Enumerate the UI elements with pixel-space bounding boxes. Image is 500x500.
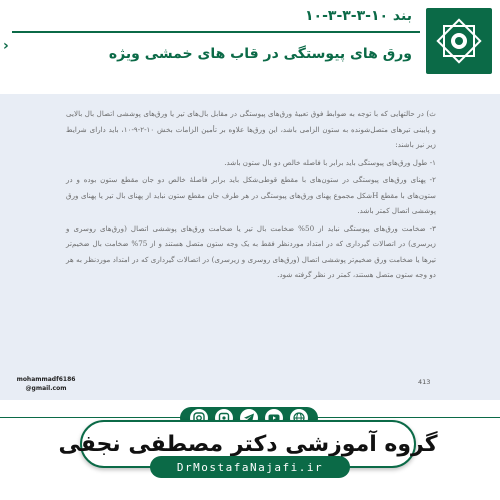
- page-number: 413: [418, 378, 431, 386]
- paragraph-item-3: ۳- ضخامت ورق‌های پیوستگی نباید از 50% ضخامت بال تیر یا ضخامت ورق‌های پوششی اتصال (ورق‌های روسری و زیرسری) در اتصالات گیرداری که در امتداد موردنظر فقط به یک وجه ستون متصل هستند و از 75% ضخامت بال ضخیم‌تر تیرها یا ضخامت ورق ضخیم‌تر پوششی اتصال (ورق‌های روسری و زیرسری) در اتصالات گیرداری که در امتداد موردنظر به هر دو وجه ستون متصل هستند، کمتر در نظر گرفته شود.: [66, 223, 436, 279]
- logo: [426, 8, 492, 74]
- paragraph-item-2: ۲- پهنای ورق‌های پیوستگی در ستون‌های با مقطع قوطی‌شکل باید برابر فاصلهٔ خالص دو جان مقطع ستون بوده و در ستون‌های با مقطع Hشکل مجموع پهنای ورق‌های پیوستگی در هر طرف جان مقطع ستون نباید از پهنای بال تیر یا پهنای ورق پوششی اتصال کمتر باشد.: [66, 175, 437, 215]
- website-link[interactable]: [150, 456, 350, 478]
- section-label: بند ۱۰-۳-۳-۳-۱۰: [304, 8, 412, 24]
- group-name: گروه آموزشی دکتر مصطفی نجفی: [58, 431, 438, 457]
- page-title: ورق های پیوستگی در قاب های خمشی ویژه: [108, 46, 412, 62]
- document-body: [66, 106, 436, 285]
- paragraph-intro: ث) در حالتهایی که با توجه به ضوابط فوق تعبیهٔ ورق‌های پیوستگی در مقابل بال‌های تیر یا ورق‌های پوششی اتصال بال بالایی و پایینی تیرهای متصل‌شونده به ستون الزامی باشد، این ورق‌ها علاوه بر تأمین الزامات بخش ۱۰-۲-۹-۱۰، باید دارای شرایط زیر نیز باشند:: [66, 109, 436, 149]
- header: [0, 0, 500, 82]
- header-divider: [12, 31, 420, 33]
- islamic-star-logo-icon: [426, 8, 492, 74]
- paragraph-item-1: ۱- طول ورق‌های پیوستگی باید برابر با فاصله خالص دو بال ستون باشد.: [224, 157, 436, 167]
- website-url: DrMostafaNajafi.ir: [176, 460, 324, 474]
- email-watermark: mohammadf6186@gmail.com: [16, 376, 76, 392]
- document-scan: [0, 94, 500, 400]
- footer: [0, 400, 500, 500]
- chevron-right-icon: ›: [3, 38, 9, 54]
